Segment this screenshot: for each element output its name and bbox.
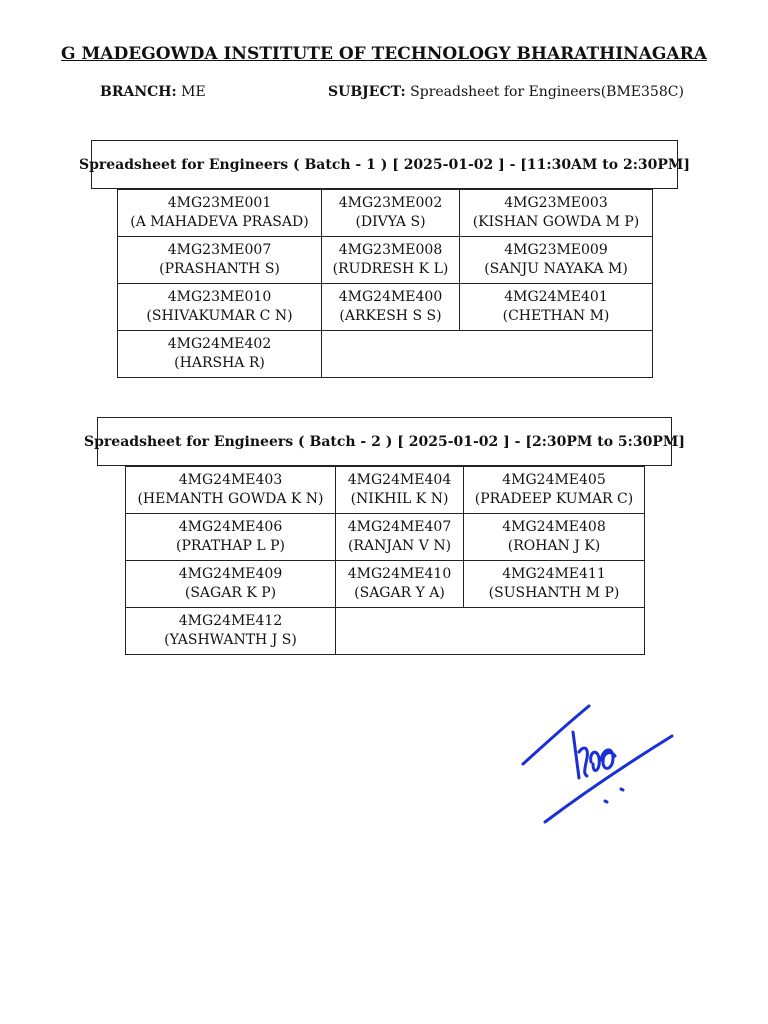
student-usn: 4MG24ME407 (347, 519, 452, 535)
table-row (118, 190, 653, 237)
student-name: (SAGAR Y A) (354, 585, 445, 601)
student-name: (KISHAN GOWDA M P) (472, 214, 640, 230)
student-cell (126, 561, 336, 608)
student-cell (336, 467, 464, 514)
student-usn: 4MG24ME403 (178, 472, 283, 488)
student-usn: 4MG24ME401 (504, 289, 608, 305)
table-row (118, 237, 653, 284)
student-name: (ROHAN J K) (507, 538, 601, 554)
student-name: (SANJU NAYAKA M) (484, 261, 628, 277)
student-name: (SAGAR K P) (184, 585, 277, 601)
student-usn: 4MG23ME009 (504, 242, 608, 258)
table-row (126, 561, 645, 608)
student-usn: 4MG23ME010 (167, 289, 272, 305)
student-usn: 4MG24ME408 (502, 519, 606, 535)
student-usn: 4MG23ME002 (338, 195, 443, 211)
student-name: (A MAHADEVA PRASAD) (130, 214, 309, 230)
student-usn: 4MG24ME400 (338, 289, 443, 305)
student-name: (PRATHAP L P) (176, 538, 285, 554)
student-usn: 4MG23ME008 (338, 242, 443, 258)
student-name: (PRADEEP KUMAR C) (474, 491, 634, 507)
student-usn: 4MG24ME412 (178, 613, 283, 629)
student-name: (YASHWANTH J S) (164, 632, 297, 648)
table-row (118, 284, 653, 331)
student-name: (SHIVAKUMAR C N) (146, 308, 293, 324)
student-cell (118, 237, 322, 284)
student-name: (PRASHANTH S) (159, 261, 280, 277)
table-row (126, 514, 645, 561)
subject-line (328, 84, 684, 100)
branch-label: BRANCH: (100, 84, 177, 100)
subject-value: Spreadsheet for Engineers(BME358C) (410, 84, 684, 100)
student-cell (126, 608, 336, 655)
batch-2-header: Spreadsheet for Engineers ( Batch - 2 ) [ 2025-01-02 ] - [2:30PM to 5:30PM] (97, 417, 672, 466)
student-cell (118, 331, 322, 378)
student-name: (DIVYA S) (355, 214, 426, 230)
student-usn: 4MG23ME001 (167, 195, 272, 211)
table-row (126, 608, 645, 655)
student-name: (HARSHA R) (174, 355, 265, 371)
student-cell (126, 514, 336, 561)
student-cell (464, 467, 645, 514)
table-row (126, 467, 645, 514)
student-cell (464, 561, 645, 608)
handwritten-signature-icon (515, 700, 680, 830)
student-cell (118, 284, 322, 331)
table-row (118, 331, 653, 378)
student-usn: 4MG24ME411 (502, 566, 606, 582)
batch-1-header: Spreadsheet for Engineers ( Batch - 1 ) [ 2025-01-02 ] - [11:30AM to 2:30PM] (91, 140, 678, 189)
student-cell (322, 237, 460, 284)
student-cell (118, 190, 322, 237)
student-name: (HEMANTH GOWDA K N) (137, 491, 324, 507)
student-usn: 4MG24ME410 (347, 566, 452, 582)
student-cell (126, 467, 336, 514)
institute-title: G MADEGOWDA INSTITUTE OF TECHNOLOGY BHARATHINAGARA (61, 44, 707, 64)
batch-1-table (117, 189, 653, 378)
student-usn: 4MG24ME406 (178, 519, 283, 535)
student-cell (460, 284, 653, 331)
empty-cell (336, 608, 645, 655)
empty-cell (322, 331, 653, 378)
student-usn: 4MG24ME409 (178, 566, 283, 582)
student-usn: 4MG24ME402 (167, 336, 272, 352)
student-cell (322, 190, 460, 237)
branch-line (100, 84, 206, 100)
student-name: (CHETHAN M) (502, 308, 610, 324)
student-cell (322, 284, 460, 331)
student-cell (460, 237, 653, 284)
batch-2-table (125, 466, 645, 655)
student-name: (RUDRESH K L) (332, 261, 449, 277)
student-usn: 4MG24ME405 (502, 472, 606, 488)
student-usn: 4MG23ME003 (504, 195, 608, 211)
student-name: (RANJAN V N) (347, 538, 452, 554)
student-cell (336, 514, 464, 561)
student-cell (460, 190, 653, 237)
student-cell (464, 514, 645, 561)
student-name: (ARKESH S S) (339, 308, 442, 324)
student-usn: 4MG24ME404 (347, 472, 452, 488)
student-cell (336, 561, 464, 608)
student-usn: 4MG23ME007 (167, 242, 272, 258)
student-name: (NIKHIL K N) (350, 491, 449, 507)
branch-value: ME (181, 84, 206, 100)
subject-label: SUBJECT: (328, 84, 406, 100)
student-name: (SUSHANTH M P) (488, 585, 620, 601)
